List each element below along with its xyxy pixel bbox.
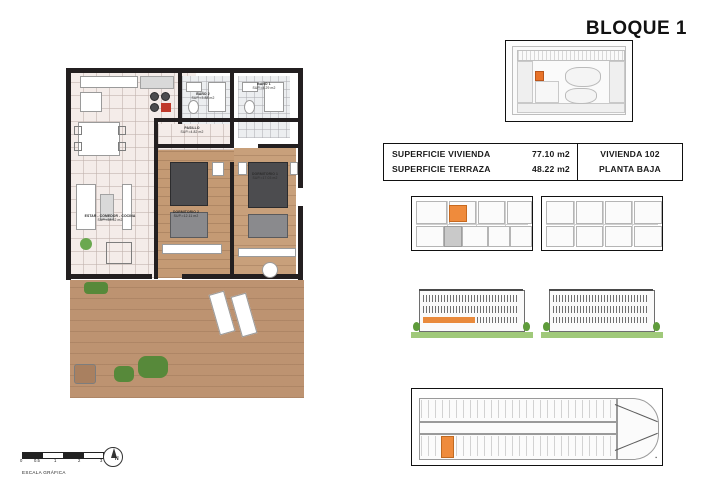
key-plan-bottom-units [517,103,625,113]
wall-interior-vertical-a [154,118,158,279]
dining-chair [74,142,82,151]
side-furniture [106,242,132,264]
floor-locator-right-cells [546,201,658,246]
locator-cell [576,226,603,247]
site-plan-corridor [419,422,617,434]
wall-interior-horizontal-c [258,144,302,148]
cooktop-burner-icon [161,92,170,101]
main-floor-plan [62,66,312,402]
key-plan-garden [565,88,597,104]
locator-cell [576,201,603,224]
shrub-icon [84,282,108,294]
floor-locator-left [411,196,533,251]
unit-identifier [578,144,682,180]
locator-cell [507,201,532,224]
key-plan-top-units [517,50,625,61]
dining-chair [118,126,126,135]
tree-icon [543,322,550,331]
scale-bar-ticks [20,458,110,466]
kitchen-counter [80,76,138,88]
cooktop-burner-icon [150,103,159,112]
wall-bottom-left [66,274,152,279]
elevation-left [411,278,533,340]
key-plan-pool [565,67,601,87]
shrub-icon [138,356,168,378]
bedroom1-rug [248,214,288,238]
floor-locator-left-cells [416,201,528,246]
key-plan-diagram [505,40,633,122]
surface-table-values [384,144,578,180]
key-plan-right-wing [609,61,625,103]
locator-cell [416,201,447,224]
elevation-right [541,278,663,340]
sofa [76,184,96,230]
compass-north-label: N [115,456,119,462]
scale-tick: 0 [20,458,23,463]
key-plan-highlight-unit [535,71,544,81]
plant-icon [80,238,92,250]
scale-tick: 2 [78,458,81,463]
elevation-left-windows-row [423,295,519,302]
locator-cell [488,226,510,247]
tree-icon [413,322,420,331]
site-plan-diagram [411,388,663,466]
surface-terraza-value: 48.22 m2 [532,164,570,174]
room-label-bath2: BAÑO 2 SUP.=3.88 m2 [191,92,215,101]
wall-right-upper [298,68,303,188]
dining-chair [74,126,82,135]
wall-right-lower [298,206,303,280]
scale-tick: 3 [100,458,103,463]
room-label-bedroom2: DORMITORIO 2 SUP.=12.11 m2 [172,210,199,219]
tree-icon [653,322,660,331]
planter-box [74,364,96,384]
kitchen-sink [80,92,102,112]
locator-terrace [444,226,462,247]
surface-vivienda-value: 77.10 m2 [532,149,570,159]
dining-table [78,122,120,156]
elevation-left-windows-row [423,306,519,313]
room-label-bedroom1: DORMITORIO 1 SUP.=17.03 m2 [251,172,278,181]
locator-cell [416,226,444,247]
page-title: BLOQUE 1 [585,18,687,39]
elevation-left-roof [419,289,523,291]
nightstand [212,162,224,176]
site-plan-highlight-unit [441,436,454,458]
key-plan-outline [512,46,626,115]
locator-cell [546,201,574,224]
table-row [392,162,577,177]
room-label-bath1: BAÑO 1 SUP.=4.29 m2 [252,82,276,91]
wall-interior-vertical-b [230,72,234,144]
dining-chair [118,142,126,151]
key-plan-left-wing [517,61,533,103]
unit-number: VIVIENDA 102 [600,149,660,159]
surface-terraza-label: SUPERFICIE TERRAZA [392,164,491,174]
room-label-living: ESTAR - COMEDOR - COCINA SUP.=28.52 m2 [84,214,136,223]
site-plan-body [415,392,659,462]
locator-cell [546,226,574,247]
surface-vivienda-label: SUPERFICIE VIVIENDA [392,149,491,159]
wall-interior-horizontal-a [154,118,298,122]
wall-top [66,68,302,73]
hob-accent [161,103,171,112]
key-plan-unit-terrace [535,81,559,103]
locator-cell [478,201,505,224]
compass-icon [100,444,126,470]
floor-locator-right [541,196,663,251]
elevation-right-ground [541,332,663,338]
locator-cell [634,226,662,247]
kitchen-appliance [140,76,174,89]
tv-unit [122,184,132,230]
locator-cell [605,226,632,247]
cooktop-burner-icon [150,92,159,101]
locator-cell [605,201,632,224]
site-plan-upper-units [421,400,613,418]
unit-floor: PLANTA BAJA [599,164,661,174]
wardrobe-2 [162,244,222,254]
wall-left [66,68,71,280]
bath1-toilet [244,100,255,114]
bath2-sink [186,82,202,92]
surface-table [383,143,683,181]
wall-interior-horizontal-b [154,144,234,148]
terrace-accent [262,262,278,278]
elevation-left-windows-row [477,317,519,323]
locator-cell [510,226,532,247]
scale-tick: 1 [54,458,57,463]
bath2-toilet [188,100,199,114]
elevation-right-roof [549,289,653,291]
tree-icon [523,322,530,331]
wardrobe-1 [238,248,296,257]
locator-cell [634,201,662,224]
elevation-right-windows-row [553,317,649,323]
shrub-icon [114,366,134,382]
elevation-right-windows-row [553,306,649,313]
site-plan-corner-mark: ▪ [655,455,657,461]
bed-double-2 [170,162,208,206]
scale-caption: ESCALA GRÁFICA [22,470,66,475]
wall-bottom-right [182,274,303,279]
elevation-left-ground [411,332,533,338]
locator-cell [462,226,488,247]
table-row [392,147,577,162]
bed-double-1 [248,162,288,208]
elevation-left-highlight-band [423,317,475,323]
elevation-right-windows-row [553,295,649,302]
room-label-hall: PASILLO SUP.=4.82 m2 [180,126,204,135]
scale-tick: 0.5 [34,458,40,463]
locator-highlight-unit [449,205,467,222]
